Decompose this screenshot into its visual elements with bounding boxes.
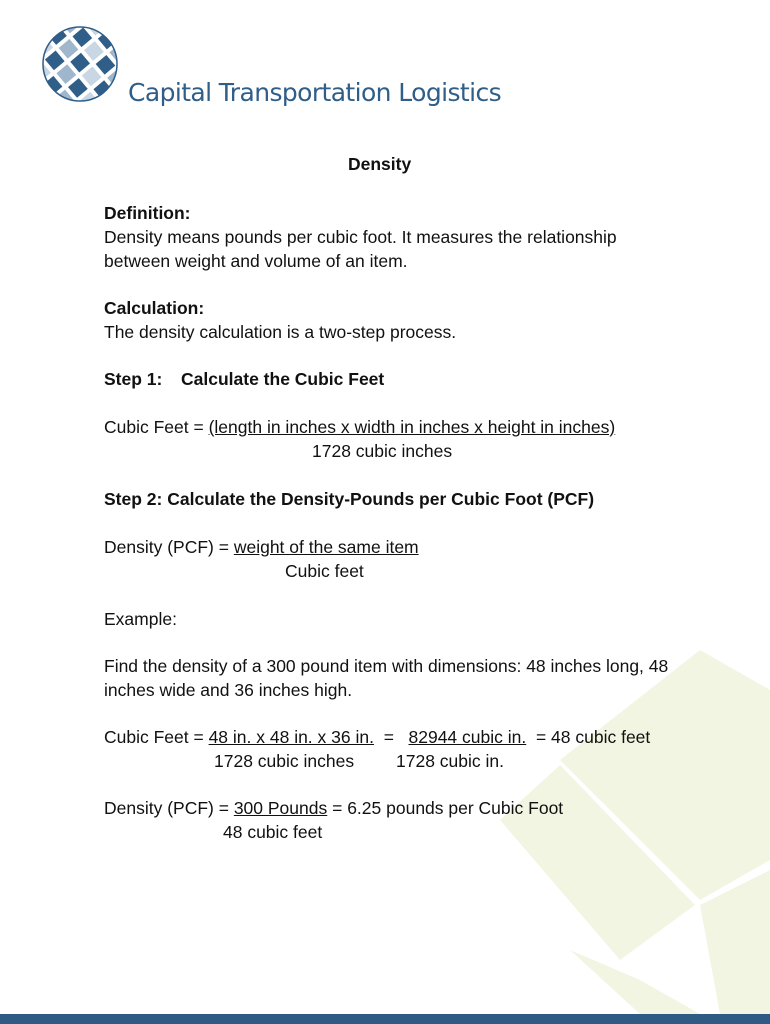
definition-line-2: between weight and volume of an item.: [104, 251, 408, 271]
density-denominator: Cubic feet: [285, 561, 364, 581]
example-cubic-denominator-2: 1728 cubic in.: [396, 751, 504, 771]
density-formula: [104, 537, 419, 558]
example-line-1: Find the density of a 300 pound item with dimensions: 48 inches long, 48: [104, 656, 669, 676]
example-density-formula: [104, 798, 563, 819]
cubic-feet-formula: [104, 417, 615, 438]
cubic-feet-prefix: Cubic Feet =: [104, 417, 209, 437]
example-density-prefix: Density (PCF) =: [104, 798, 234, 818]
example-cubic-formula: [104, 727, 650, 748]
cubic-feet-denominator: 1728 cubic inches: [312, 441, 453, 461]
cubic-feet-numerator: (length in inches x width in inches x height in inches): [208, 417, 616, 437]
example-cubic-denominator-1: 1728 cubic inches: [214, 751, 355, 771]
globe-icon: [40, 22, 120, 104]
calculation-heading: Calculation:: [104, 298, 205, 318]
example-cubic-numerator-2: 82944 cubic in.: [408, 727, 527, 747]
calculation-line: The density calculation is a two-step process.: [104, 322, 457, 342]
example-cubic-equals: =: [373, 727, 409, 747]
definition-heading: Definition:: [104, 203, 191, 223]
page-title: Density: [348, 154, 412, 174]
example-cubic-result: = 48 cubic feet: [526, 727, 651, 747]
density-prefix: Density (PCF) =: [104, 537, 234, 557]
example-line-2: inches wide and 36 inches high.: [104, 680, 353, 700]
step1-label: Step 1:: [104, 369, 163, 389]
example-label: Example:: [104, 609, 177, 629]
footer-bar: [0, 1014, 770, 1024]
step1-title: Calculate the Cubic Feet: [181, 369, 385, 389]
example-density-numerator: 300 Pounds: [233, 798, 328, 818]
example-cubic-prefix: Cubic Feet =: [104, 727, 209, 747]
definition-line-1: Density means pounds per cubic foot. It measures the relationship: [104, 227, 617, 247]
example-cubic-numerator-1: 48 in. x 48 in. x 36 in.: [208, 727, 374, 747]
step2-heading: Step 2: Calculate the Density-Pounds per Cubic Foot (PCF): [104, 489, 595, 509]
example-density-denominator: 48 cubic feet: [223, 822, 323, 842]
density-numerator: weight of the same item: [233, 537, 419, 557]
company-logo: [40, 22, 502, 107]
example-density-result: = 6.25 pounds per Cubic Foot: [327, 798, 564, 818]
company-name: Capital Transportation Logistics: [128, 78, 502, 107]
